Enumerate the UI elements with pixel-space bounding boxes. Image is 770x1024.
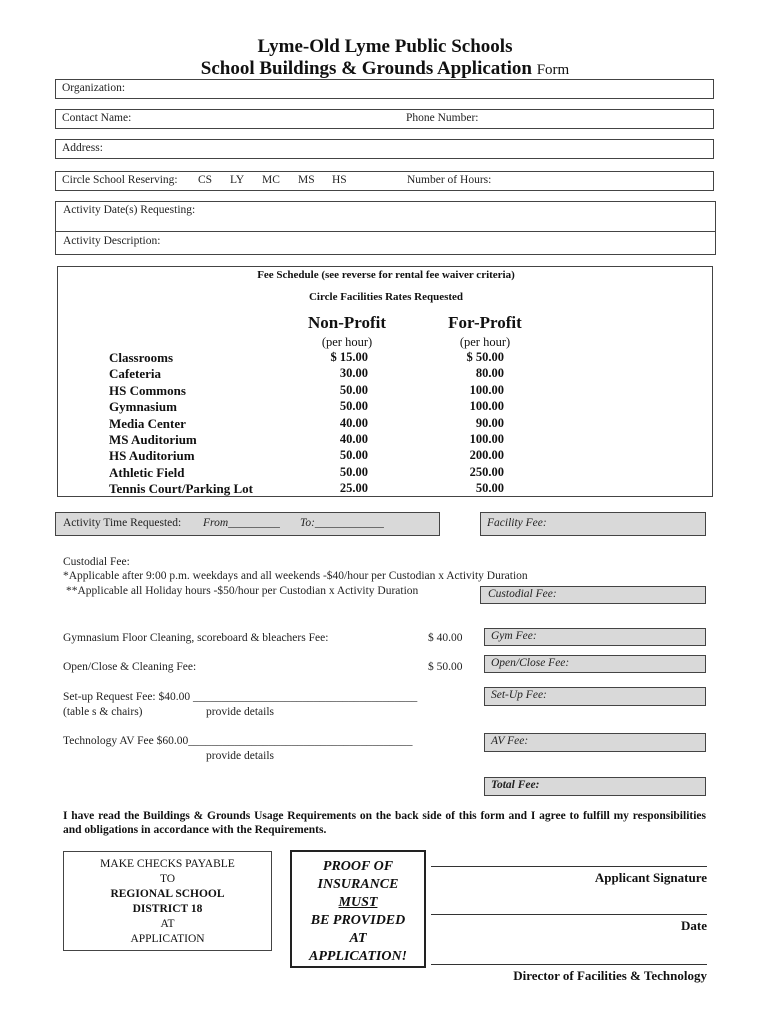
fee-row-name: Media Center (109, 415, 186, 431)
gym-fee-box-label: Gym Fee: (491, 630, 537, 642)
forprofit-per-hour: (per hour) (459, 335, 511, 349)
checks-line-6: APPLICATION (130, 933, 205, 945)
custodial-holiday-note: **Applicable all Holiday hours -$50/hour per Custodian x Activity Duration (66, 585, 419, 597)
circle-school-label: Circle School Reserving: (62, 174, 178, 186)
checks-payable-box (63, 851, 272, 951)
fee-row-nonprofit: 40.00 (339, 432, 368, 446)
gym-fee-field[interactable] (484, 628, 706, 646)
insurance-line-3: MUST (338, 895, 378, 910)
setup-details-hint: provide details (206, 706, 275, 718)
total-fee-field[interactable] (484, 777, 706, 796)
custodial-fee-box-label: Custodial Fee: (488, 588, 557, 600)
insurance-notice-box (290, 850, 426, 968)
applicant-signature-label: Applicant Signature (594, 870, 707, 885)
open-close-fee-box-label: Open/Close Fee: (491, 657, 570, 669)
fee-row-nonprofit: 25.00 (339, 481, 368, 496)
fee-row-nonprofit: 50.00 (339, 382, 368, 397)
fee-row-name: Athletic Field (109, 464, 185, 480)
checks-line-3: REGIONAL SCHOOL (110, 888, 225, 900)
fee-row-name: HS Commons (109, 382, 186, 398)
activity-description-label: Activity Description: (63, 235, 161, 247)
fee-row-name: Classrooms (109, 350, 174, 365)
fee-row-forprofit: 100.00 (469, 399, 504, 414)
open-close-fee-amount: $ 50.00 (428, 661, 463, 673)
activity-box (55, 201, 716, 255)
custodial-fee-field[interactable] (480, 586, 706, 604)
phone-number-label: Phone Number: (406, 112, 479, 124)
fee-row-name: HS Auditorium (109, 448, 195, 464)
school-option-mc[interactable]: MC (262, 174, 280, 186)
setup-fee-label: Set-up Request Fee: $40.00 _______________________________________ (63, 691, 418, 703)
custodial-fee-label: Custodial Fee: (63, 556, 130, 568)
address-field[interactable] (55, 139, 714, 159)
insurance-line-1: PROOF OF (322, 859, 394, 874)
insurance-line-6: APPLICATION! (308, 949, 407, 964)
organization-field[interactable] (55, 79, 714, 99)
fee-row-nonprofit: 40.00 (339, 415, 368, 430)
gym-fee-label: Gymnasium Floor Cleaning, scoreboard & bleachers Fee: (63, 632, 329, 644)
school-option-hs[interactable]: HS (332, 174, 347, 186)
av-fee-box-label: AV Fee: (491, 735, 529, 747)
fee-row-forprofit: 250.00 (469, 464, 504, 479)
insurance-line-5: AT (349, 931, 367, 946)
school-option-ms[interactable]: MS (298, 174, 315, 186)
time-from-field[interactable]: From_________ (203, 517, 280, 529)
fee-row-nonprofit: 30.00 (339, 366, 368, 381)
open-close-fee-label: Open/Close & Cleaning Fee: (63, 661, 197, 673)
form-subtitle-main: School Buildings & Grounds Application (200, 58, 532, 79)
fee-row-name: Gymnasium (109, 399, 177, 415)
fee-row-name: MS Auditorium (109, 432, 197, 447)
checks-line-2: TO (159, 873, 176, 885)
fee-row-forprofit: 80.00 (475, 366, 504, 381)
school-option-ly[interactable]: LY (230, 174, 245, 186)
fee-row-name: Cafeteria (109, 366, 161, 382)
nonprofit-per-hour: (per hour) (321, 335, 373, 349)
agreement-text: I have read the Buildings & Grounds Usage Requirements on the back side of this form and I agree to fulfill my responsibilities and obligations in accordance with the Requirements. (63, 810, 706, 836)
custodial-weekday-note: *Applicable after 9:00 p.m. weekdays and all weekends -$40/hour per Custodian x Activity Duration (63, 570, 528, 582)
total-fee-box-label: Total Fee: (491, 779, 540, 791)
fee-row-forprofit: 100.00 (469, 382, 504, 397)
fee-row-nonprofit: 50.00 (339, 464, 368, 479)
form-title: Lyme-Old Lyme Public Schools (257, 36, 513, 57)
fee-row-forprofit: 90.00 (475, 415, 504, 430)
contact-row[interactable] (55, 109, 714, 129)
fee-schedule-subtitle: Circle Facilities Rates Requested (308, 291, 464, 303)
checks-line-1: MAKE CHECKS PAYABLE (100, 858, 235, 870)
director-signature-line[interactable] (431, 964, 707, 965)
activity-dates-label: Activity Date(s) Requesting: (63, 204, 196, 216)
form-subtitle-suffix: Form (536, 62, 570, 78)
date-line[interactable] (431, 914, 707, 915)
fee-row-forprofit: 100.00 (469, 432, 504, 446)
activity-divider (56, 231, 715, 232)
director-signature-label: Director of Facilities & Technology (513, 968, 707, 983)
av-fee-field[interactable] (484, 733, 706, 752)
facility-fee-label: Facility Fee: (487, 517, 547, 529)
date-label: Date (681, 918, 707, 933)
col-nonprofit: Non-Profit (307, 313, 387, 332)
fee-row-forprofit: 200.00 (469, 448, 504, 463)
fee-row-name: Tennis Court/Parking Lot (109, 481, 253, 497)
activity-time-field[interactable] (55, 512, 440, 536)
insurance-line-4: BE PROVIDED (310, 913, 406, 928)
school-row[interactable] (55, 171, 714, 191)
facility-fee-field[interactable] (480, 512, 706, 536)
form-subtitle (0, 58, 770, 80)
checks-line-4: DISTRICT 18 (132, 903, 203, 915)
number-of-hours-label: Number of Hours: (407, 174, 492, 186)
fee-schedule-box (57, 266, 713, 497)
setup-fee-sub: (table s & chairs) (63, 706, 143, 718)
fee-row-nonprofit: $ 15.00 (330, 350, 368, 364)
address-label: Address: (62, 142, 103, 154)
insurance-line-2: INSURANCE (317, 877, 399, 892)
col-forprofit: For-Profit (448, 313, 522, 332)
contact-name-label: Contact Name: (62, 112, 132, 124)
applicant-signature-line[interactable] (431, 866, 707, 867)
open-close-fee-field[interactable] (484, 655, 706, 673)
time-to-field[interactable]: To:____________ (300, 517, 384, 529)
fee-row-forprofit: 50.00 (475, 481, 504, 496)
activity-time-label: Activity Time Requested: (63, 517, 182, 529)
fee-schedule-title: Fee Schedule (see reverse for rental fee waiver criteria) (257, 269, 515, 281)
fee-row-forprofit: $ 50.00 (466, 350, 504, 364)
setup-fee-field[interactable] (484, 687, 706, 706)
school-option-cs[interactable]: CS (198, 174, 213, 186)
gym-fee-amount: $ 40.00 (428, 632, 463, 644)
tech-details-hint: provide details (206, 750, 275, 762)
fee-row-nonprofit: 50.00 (339, 448, 368, 463)
organization-label: Organization: (62, 82, 126, 94)
tech-fee-label: Technology AV Fee $60.00_______________________________________ (63, 735, 413, 747)
setup-fee-box-label: Set-Up Fee: (491, 689, 547, 701)
fee-row-nonprofit: 50.00 (339, 399, 368, 414)
checks-line-5: AT (160, 918, 175, 930)
